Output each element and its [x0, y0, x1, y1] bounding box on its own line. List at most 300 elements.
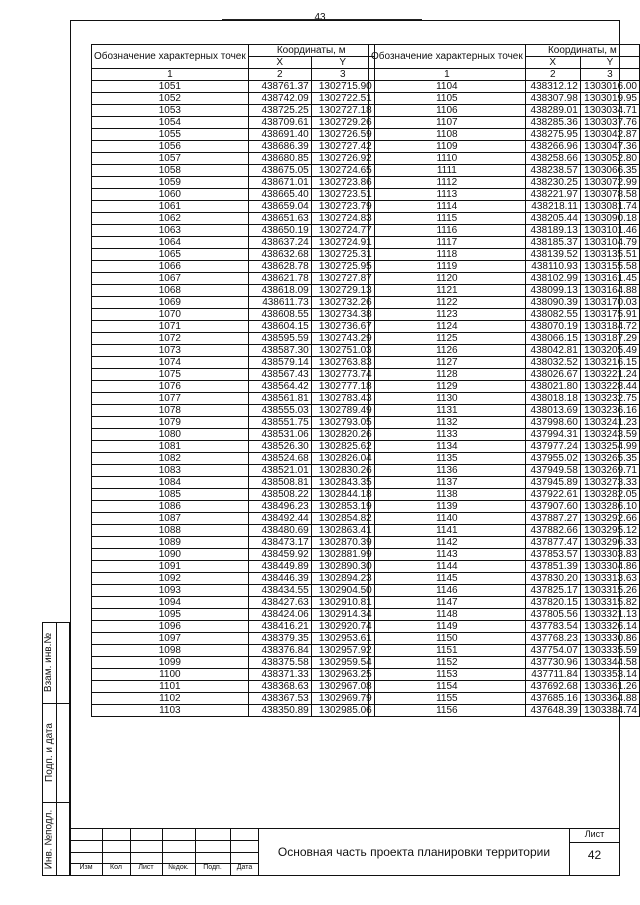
y-coordinate: 1302751.03 — [311, 345, 374, 357]
point-id: 1051 — [92, 81, 249, 93]
x-coordinate: 438289.01 — [525, 105, 580, 117]
header-col-number-3: 3 — [580, 69, 639, 81]
table-row — [369, 633, 640, 645]
table-row — [92, 141, 375, 153]
table-row — [92, 693, 375, 705]
sheet-number: 42 — [587, 848, 602, 862]
x-coordinate: 438013.69 — [525, 405, 580, 417]
y-coordinate: 1303081.74 — [580, 201, 639, 213]
x-coordinate: 438579.14 — [248, 357, 311, 369]
point-id: 1080 — [92, 429, 249, 441]
table-row — [369, 249, 640, 261]
x-coordinate: 437977.24 — [525, 441, 580, 453]
x-coordinate: 437711.84 — [525, 669, 580, 681]
x-coordinate: 438266.96 — [525, 141, 580, 153]
coordinates-table-left — [91, 44, 375, 717]
x-coordinate: 438090.39 — [525, 297, 580, 309]
point-id: 1138 — [369, 489, 526, 501]
table-row — [369, 573, 640, 585]
table-row — [369, 369, 640, 381]
point-id: 1090 — [92, 549, 249, 561]
x-coordinate: 438595.59 — [248, 333, 311, 345]
point-id: 1123 — [369, 309, 526, 321]
y-coordinate: 1302853.19 — [311, 501, 374, 513]
x-coordinate: 438376.84 — [248, 645, 311, 657]
x-coordinate: 438551.75 — [248, 417, 311, 429]
point-id: 1077 — [92, 393, 249, 405]
y-coordinate: 1303155.58 — [580, 261, 639, 273]
y-coordinate: 1303384.74 — [580, 705, 639, 717]
y-coordinate: 1303364.88 — [580, 693, 639, 705]
x-coordinate: 437887.27 — [525, 513, 580, 525]
point-id: 1140 — [369, 513, 526, 525]
y-coordinate: 1302967.08 — [311, 681, 374, 693]
point-id: 1081 — [92, 441, 249, 453]
x-coordinate: 438496.23 — [248, 501, 311, 513]
table-row — [369, 189, 640, 201]
x-coordinate: 438446.39 — [248, 573, 311, 585]
table-row — [92, 453, 375, 465]
x-coordinate: 438307.98 — [525, 93, 580, 105]
x-coordinate: 438611.73 — [248, 297, 311, 309]
table-row — [92, 549, 375, 561]
point-id: 1154 — [369, 681, 526, 693]
y-coordinate: 1303335.59 — [580, 645, 639, 657]
point-id: 1127 — [369, 357, 526, 369]
y-coordinate: 1302783.43 — [311, 393, 374, 405]
x-coordinate: 438561.81 — [248, 393, 311, 405]
y-coordinate: 1302820.26 — [311, 429, 374, 441]
x-coordinate: 438371.33 — [248, 669, 311, 681]
document-title: Основная часть проекта планировки территории — [277, 845, 551, 859]
y-coordinate: 1303016.00 — [580, 81, 639, 93]
y-coordinate: 1302725.95 — [311, 261, 374, 273]
point-id: 1071 — [92, 321, 249, 333]
y-coordinate: 1303243.59 — [580, 429, 639, 441]
point-id: 1129 — [369, 381, 526, 393]
x-coordinate: 437945.89 — [525, 477, 580, 489]
x-coordinate: 438618.09 — [248, 285, 311, 297]
table-row — [92, 525, 375, 537]
x-coordinate: 438621.78 — [248, 273, 311, 285]
table-row — [92, 249, 375, 261]
y-coordinate: 1302969.79 — [311, 693, 374, 705]
point-id: 1086 — [92, 501, 249, 513]
x-coordinate: 437853.57 — [525, 549, 580, 561]
x-coordinate: 437877.47 — [525, 537, 580, 549]
y-coordinate: 1302959.54 — [311, 657, 374, 669]
page-number: 43 — [314, 12, 326, 23]
point-id: 1091 — [92, 561, 249, 573]
y-coordinate: 1302732.26 — [311, 297, 374, 309]
table-row — [369, 645, 640, 657]
stamp-signature-date: Подп. и дата — [43, 723, 55, 782]
y-coordinate: 1303344.58 — [580, 657, 639, 669]
x-coordinate: 437768.23 — [525, 633, 580, 645]
table-row — [92, 129, 375, 141]
point-id: 1079 — [92, 417, 249, 429]
point-id: 1065 — [92, 249, 249, 261]
left-table-body — [92, 81, 375, 717]
y-coordinate: 1302724.91 — [311, 237, 374, 249]
x-coordinate: 438709.61 — [248, 117, 311, 129]
coordinates-table-right — [368, 44, 640, 717]
table-row — [369, 489, 640, 501]
table-row — [369, 381, 640, 393]
x-coordinate: 438424.06 — [248, 609, 311, 621]
point-id: 1126 — [369, 345, 526, 357]
y-coordinate: 1302890.30 — [311, 561, 374, 573]
point-id: 1102 — [92, 693, 249, 705]
y-coordinate: 1302825.62 — [311, 441, 374, 453]
point-id: 1131 — [369, 405, 526, 417]
table-row — [92, 621, 375, 633]
table-row — [92, 669, 375, 681]
table-row — [369, 585, 640, 597]
point-id: 1155 — [369, 693, 526, 705]
table-row — [92, 705, 375, 717]
title-block-col-list: Лист — [138, 864, 154, 871]
point-id: 1085 — [92, 489, 249, 501]
point-id: 1074 — [92, 357, 249, 369]
y-coordinate: 1302789.49 — [311, 405, 374, 417]
table-row — [92, 441, 375, 453]
title-block-col-data: Дата — [236, 864, 253, 871]
x-coordinate: 437882.66 — [525, 525, 580, 537]
x-coordinate: 438564.42 — [248, 381, 311, 393]
x-coordinate: 438473.17 — [248, 537, 311, 549]
sheet-label: Лист — [584, 829, 605, 839]
y-coordinate: 1303187.29 — [580, 333, 639, 345]
point-id: 1117 — [369, 237, 526, 249]
title-block-col-izm: Изм — [79, 864, 93, 871]
y-coordinate: 1303303.83 — [580, 549, 639, 561]
table-row — [92, 225, 375, 237]
point-id: 1156 — [369, 705, 526, 717]
x-coordinate: 437851.39 — [525, 561, 580, 573]
point-id: 1134 — [369, 441, 526, 453]
y-coordinate: 1302743.29 — [311, 333, 374, 345]
y-coordinate: 1302724.65 — [311, 165, 374, 177]
y-coordinate: 1303286.10 — [580, 501, 639, 513]
y-coordinate: 1303047.36 — [580, 141, 639, 153]
point-id: 1145 — [369, 573, 526, 585]
point-id: 1116 — [369, 225, 526, 237]
table-row — [92, 153, 375, 165]
table-row — [369, 93, 640, 105]
y-coordinate: 1302904.50 — [311, 585, 374, 597]
table-row — [92, 321, 375, 333]
x-coordinate: 438637.24 — [248, 237, 311, 249]
point-id: 1052 — [92, 93, 249, 105]
point-id: 1056 — [92, 141, 249, 153]
y-coordinate: 1302826.04 — [311, 453, 374, 465]
table-row — [369, 405, 640, 417]
y-coordinate: 1302724.77 — [311, 225, 374, 237]
point-id: 1072 — [92, 333, 249, 345]
point-id: 1128 — [369, 369, 526, 381]
table-row — [92, 561, 375, 573]
point-id: 1146 — [369, 585, 526, 597]
table-row — [92, 681, 375, 693]
x-coordinate: 437922.61 — [525, 489, 580, 501]
x-coordinate: 438099.13 — [525, 285, 580, 297]
table-row — [369, 417, 640, 429]
table-row — [369, 453, 640, 465]
y-coordinate: 1302854.82 — [311, 513, 374, 525]
x-coordinate: 438018.18 — [525, 393, 580, 405]
y-coordinate: 1303184.72 — [580, 321, 639, 333]
x-coordinate: 438102.99 — [525, 273, 580, 285]
x-coordinate: 438189.13 — [525, 225, 580, 237]
table-row — [92, 633, 375, 645]
x-coordinate: 438742.09 — [248, 93, 311, 105]
table-row — [92, 213, 375, 225]
table-row — [369, 393, 640, 405]
table-row — [369, 105, 640, 117]
point-id: 1101 — [92, 681, 249, 693]
point-id: 1069 — [92, 297, 249, 309]
point-id: 1136 — [369, 465, 526, 477]
x-coordinate: 438608.55 — [248, 309, 311, 321]
point-id: 1114 — [369, 201, 526, 213]
y-coordinate: 1303042.87 — [580, 129, 639, 141]
point-id: 1149 — [369, 621, 526, 633]
x-coordinate: 438526.30 — [248, 441, 311, 453]
table-row — [92, 357, 375, 369]
table-row — [92, 609, 375, 621]
y-coordinate: 1302729.26 — [311, 117, 374, 129]
table-row — [92, 177, 375, 189]
y-coordinate: 1303090.18 — [580, 213, 639, 225]
point-id: 1113 — [369, 189, 526, 201]
table-row — [369, 513, 640, 525]
x-coordinate: 438524.68 — [248, 453, 311, 465]
y-coordinate: 1303232.75 — [580, 393, 639, 405]
title-block — [70, 828, 620, 876]
point-id: 1092 — [92, 573, 249, 585]
y-coordinate: 1303066.35 — [580, 165, 639, 177]
table-row — [369, 441, 640, 453]
table-row — [92, 645, 375, 657]
point-id: 1150 — [369, 633, 526, 645]
x-coordinate: 438427.63 — [248, 597, 311, 609]
table-row — [92, 237, 375, 249]
point-id: 1063 — [92, 225, 249, 237]
y-coordinate: 1302734.38 — [311, 309, 374, 321]
table-row — [92, 333, 375, 345]
x-coordinate: 438691.40 — [248, 129, 311, 141]
y-coordinate: 1303221.24 — [580, 369, 639, 381]
table-row — [369, 201, 640, 213]
y-coordinate: 1303228.44 — [580, 381, 639, 393]
table-row — [369, 561, 640, 573]
y-coordinate: 1302881.99 — [311, 549, 374, 561]
header-coordinates: Координаты, м — [248, 45, 374, 57]
table-row — [92, 309, 375, 321]
point-id: 1132 — [369, 417, 526, 429]
table-row — [369, 117, 640, 129]
point-id: 1124 — [369, 321, 526, 333]
x-coordinate: 437820.15 — [525, 597, 580, 609]
title-block-col-ndok: №док. — [168, 864, 189, 871]
x-coordinate: 438761.37 — [248, 81, 311, 93]
point-id: 1111 — [369, 165, 526, 177]
header-col-number-2: 2 — [525, 69, 580, 81]
x-coordinate: 438665.40 — [248, 189, 311, 201]
x-coordinate: 437730.96 — [525, 657, 580, 669]
x-coordinate: 437994.31 — [525, 429, 580, 441]
x-coordinate: 438628.78 — [248, 261, 311, 273]
table-row — [369, 477, 640, 489]
y-coordinate: 1302727.18 — [311, 105, 374, 117]
table-row — [369, 141, 640, 153]
y-coordinate: 1303321.13 — [580, 609, 639, 621]
point-id: 1067 — [92, 273, 249, 285]
x-coordinate: 438651.63 — [248, 213, 311, 225]
table-row — [92, 477, 375, 489]
point-id: 1095 — [92, 609, 249, 621]
x-coordinate: 438218.11 — [525, 201, 580, 213]
point-id: 1068 — [92, 285, 249, 297]
x-coordinate: 438285.36 — [525, 117, 580, 129]
y-coordinate: 1302863.41 — [311, 525, 374, 537]
point-id: 1151 — [369, 645, 526, 657]
y-coordinate: 1302726.59 — [311, 129, 374, 141]
x-coordinate: 438238.57 — [525, 165, 580, 177]
x-coordinate: 438258.66 — [525, 153, 580, 165]
margin-stamp-divider — [56, 622, 57, 876]
point-id: 1122 — [369, 297, 526, 309]
table-row — [92, 417, 375, 429]
y-coordinate: 1302830.26 — [311, 465, 374, 477]
point-id: 1059 — [92, 177, 249, 189]
table-row — [92, 573, 375, 585]
x-coordinate: 438725.25 — [248, 105, 311, 117]
table-row — [92, 381, 375, 393]
x-coordinate: 438042.81 — [525, 345, 580, 357]
y-coordinate: 1302723.86 — [311, 177, 374, 189]
x-coordinate: 438275.95 — [525, 129, 580, 141]
x-coordinate: 438368.63 — [248, 681, 311, 693]
x-coordinate: 437949.58 — [525, 465, 580, 477]
header-col-number-3: 3 — [311, 69, 374, 81]
table-row — [369, 237, 640, 249]
y-coordinate: 1303265.35 — [580, 453, 639, 465]
table-row — [92, 285, 375, 297]
y-coordinate: 1302870.39 — [311, 537, 374, 549]
table-row — [92, 465, 375, 477]
table-row — [369, 321, 640, 333]
y-coordinate: 1303315.26 — [580, 585, 639, 597]
y-coordinate: 1302920.74 — [311, 621, 374, 633]
point-id: 1088 — [92, 525, 249, 537]
point-id: 1075 — [92, 369, 249, 381]
x-coordinate: 437648.39 — [525, 705, 580, 717]
table-row — [369, 693, 640, 705]
point-id: 1137 — [369, 477, 526, 489]
y-coordinate: 1302723.51 — [311, 189, 374, 201]
x-coordinate: 438379.35 — [248, 633, 311, 645]
x-coordinate: 438492.44 — [248, 513, 311, 525]
point-id: 1105 — [369, 93, 526, 105]
x-coordinate: 438680.85 — [248, 153, 311, 165]
x-coordinate: 438659.04 — [248, 201, 311, 213]
table-row — [369, 333, 640, 345]
table-row — [369, 309, 640, 321]
y-coordinate: 1302910.81 — [311, 597, 374, 609]
y-coordinate: 1303313.63 — [580, 573, 639, 585]
x-coordinate: 438221.97 — [525, 189, 580, 201]
point-id: 1078 — [92, 405, 249, 417]
x-coordinate: 437685.16 — [525, 693, 580, 705]
x-coordinate: 438587.30 — [248, 345, 311, 357]
x-coordinate: 438449.89 — [248, 561, 311, 573]
y-coordinate: 1303170.03 — [580, 297, 639, 309]
x-coordinate: 438480.69 — [248, 525, 311, 537]
x-coordinate: 438604.15 — [248, 321, 311, 333]
x-coordinate: 438312.12 — [525, 81, 580, 93]
point-id: 1058 — [92, 165, 249, 177]
table-row — [92, 273, 375, 285]
point-id: 1135 — [369, 453, 526, 465]
stamp-inv-replacement: Взам. инв.№ — [43, 632, 55, 693]
point-id: 1062 — [92, 213, 249, 225]
stamp-inv-original: Инв. №подл. — [43, 809, 55, 869]
table-row — [369, 273, 640, 285]
header-col-number-2: 2 — [248, 69, 311, 81]
y-coordinate: 1302723.79 — [311, 201, 374, 213]
title-block-col-podp: Подп. — [203, 864, 222, 871]
point-id: 1141 — [369, 525, 526, 537]
point-id: 1076 — [92, 381, 249, 393]
x-coordinate: 438375.58 — [248, 657, 311, 669]
y-coordinate: 1303019.95 — [580, 93, 639, 105]
table-row — [369, 81, 640, 93]
point-id: 1107 — [369, 117, 526, 129]
point-id: 1152 — [369, 657, 526, 669]
y-coordinate: 1302894.23 — [311, 573, 374, 585]
y-coordinate: 1303241.23 — [580, 417, 639, 429]
header-y: Y — [580, 57, 639, 69]
table-row — [369, 501, 640, 513]
y-coordinate: 1302953.61 — [311, 633, 374, 645]
point-id: 1084 — [92, 477, 249, 489]
table-row — [92, 537, 375, 549]
table-row — [92, 657, 375, 669]
y-coordinate: 1303282.05 — [580, 489, 639, 501]
y-coordinate: 1302727.42 — [311, 141, 374, 153]
x-coordinate: 438230.25 — [525, 177, 580, 189]
x-coordinate: 437830.20 — [525, 573, 580, 585]
point-id: 1142 — [369, 537, 526, 549]
x-coordinate: 438686.39 — [248, 141, 311, 153]
point-id: 1118 — [369, 249, 526, 261]
point-id: 1064 — [92, 237, 249, 249]
x-coordinate: 437825.17 — [525, 585, 580, 597]
header-point-designation: Обозначение характерных точек — [92, 45, 249, 69]
point-id: 1093 — [92, 585, 249, 597]
table-row — [92, 81, 375, 93]
y-coordinate: 1303175.91 — [580, 309, 639, 321]
point-id: 1083 — [92, 465, 249, 477]
table-row — [92, 501, 375, 513]
point-id: 1109 — [369, 141, 526, 153]
point-id: 1087 — [92, 513, 249, 525]
y-coordinate: 1302957.92 — [311, 645, 374, 657]
table-row — [369, 465, 640, 477]
point-id: 1104 — [369, 81, 526, 93]
